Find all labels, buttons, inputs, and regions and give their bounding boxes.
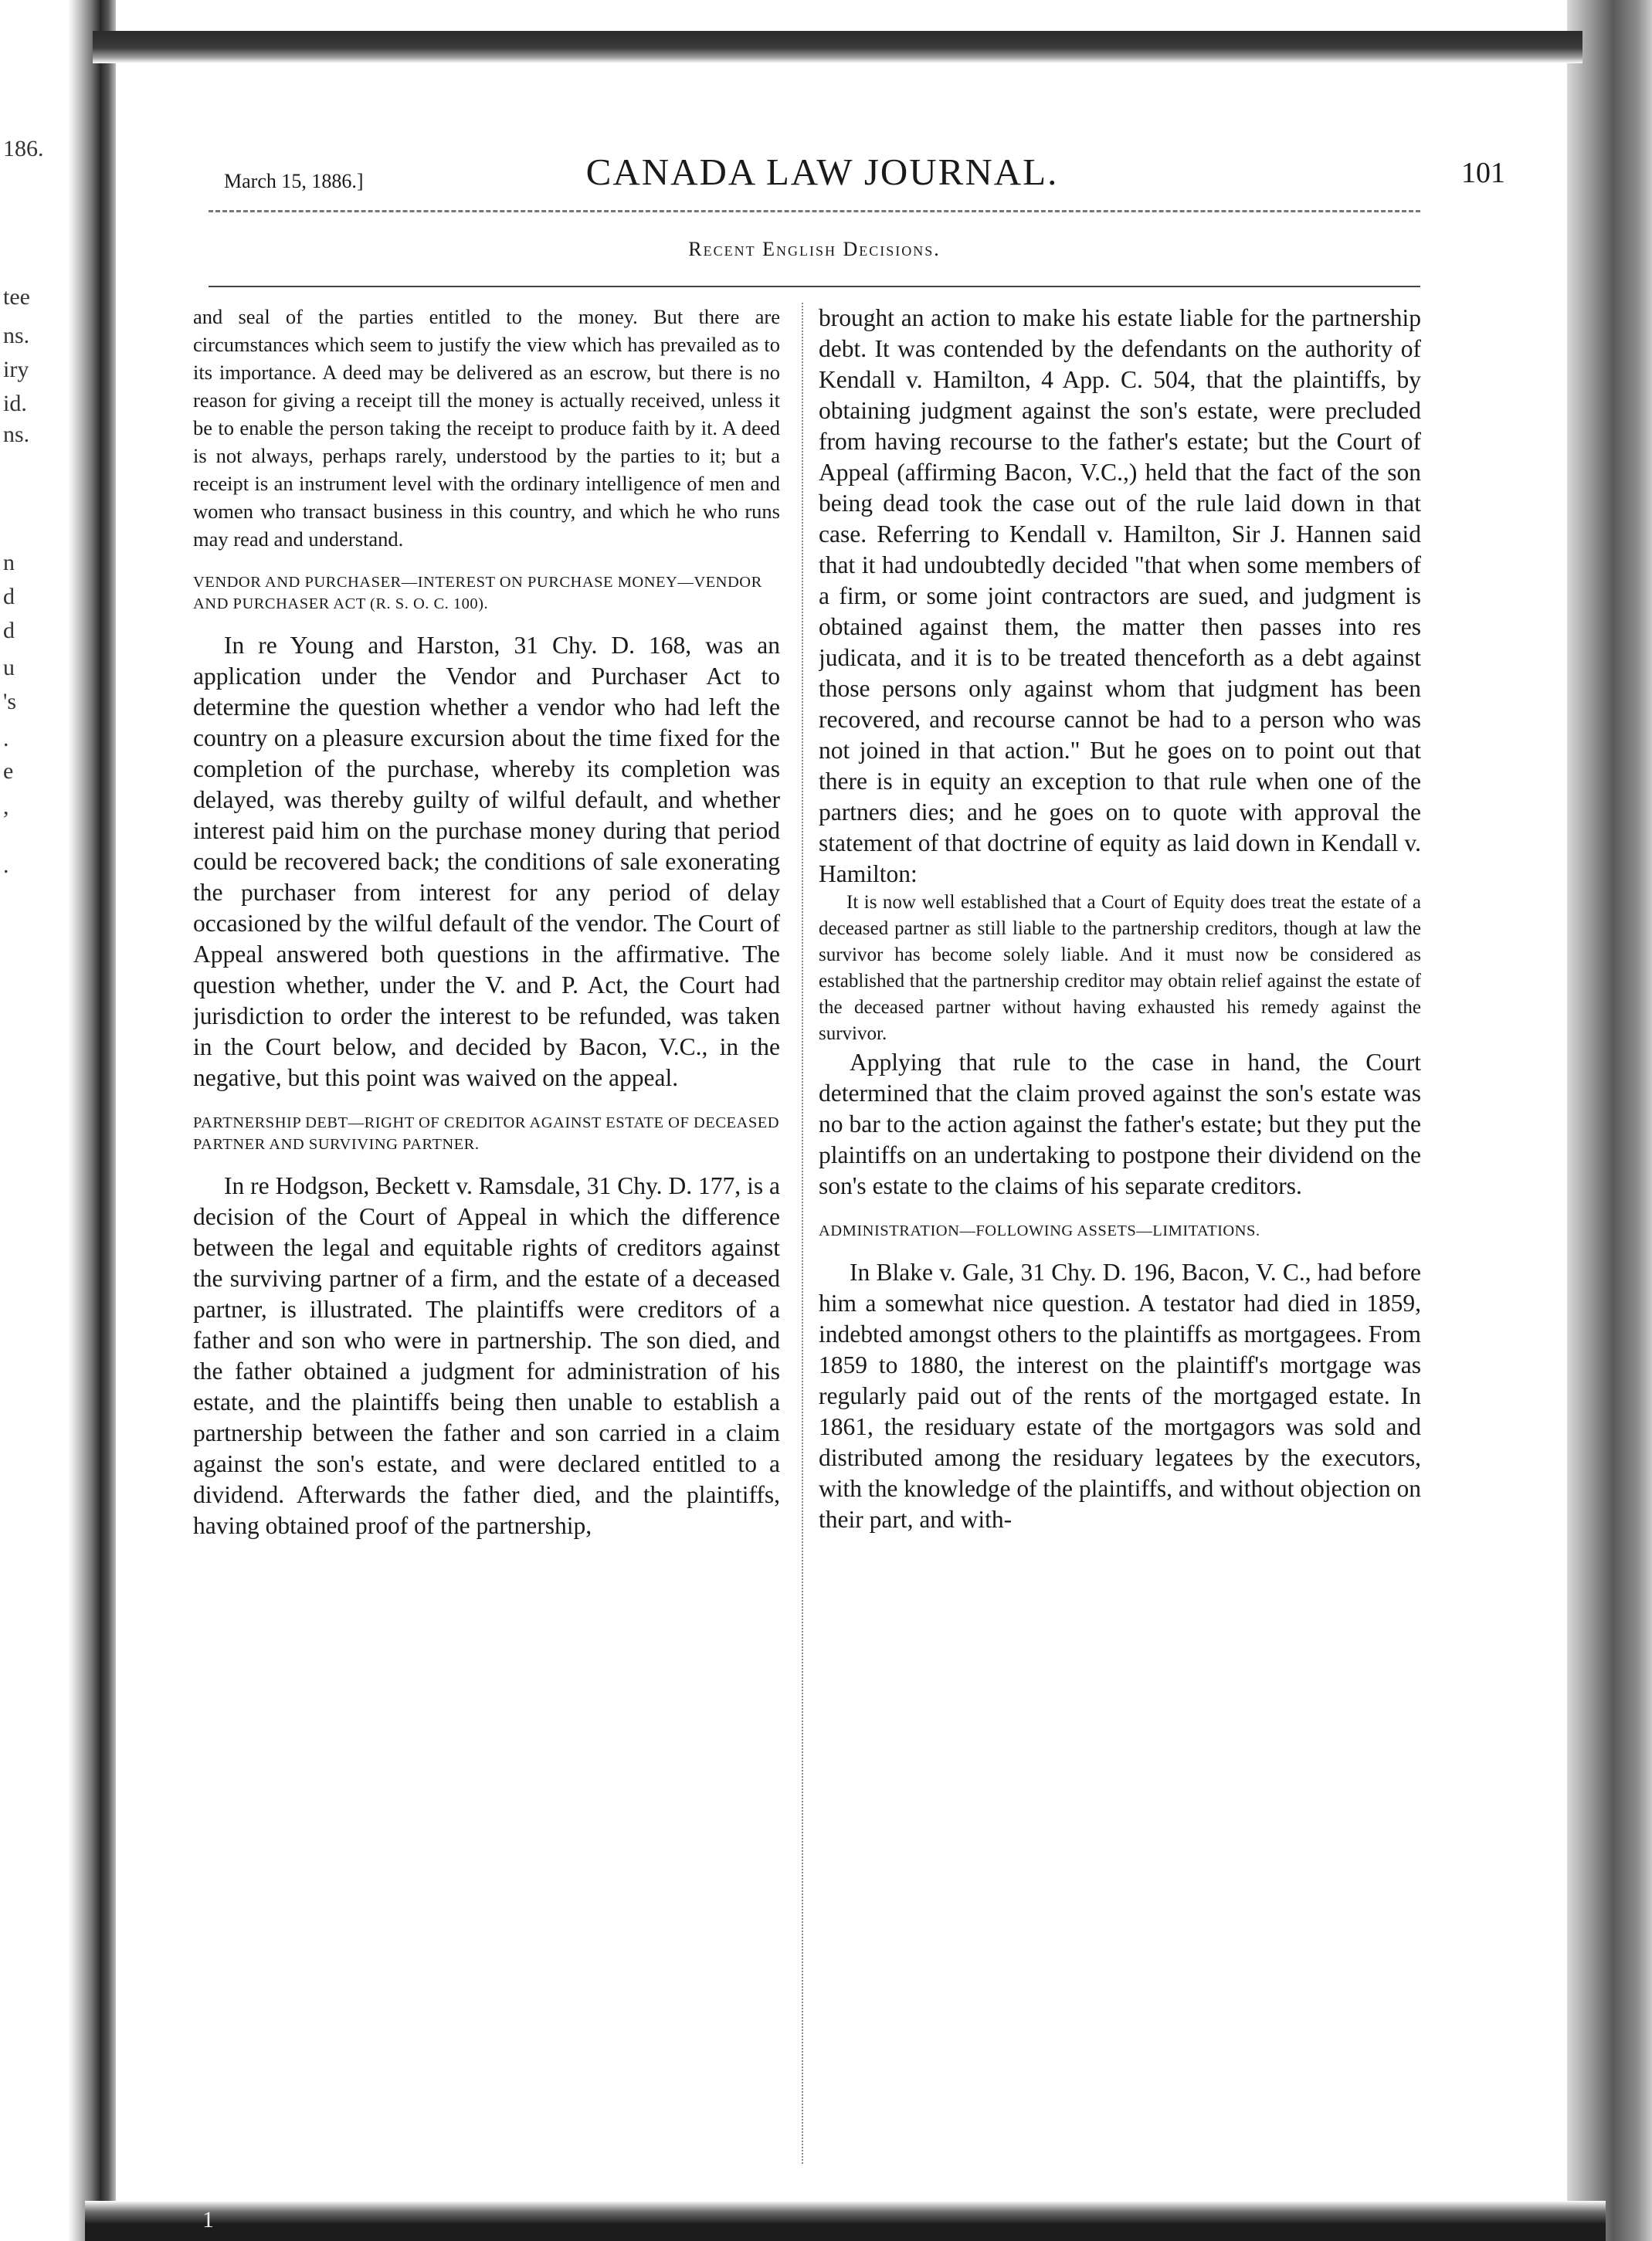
right-page-edge-shadow [1567, 0, 1652, 2241]
section-heading-vendor-purchaser: VENDOR AND PURCHASER—INTEREST ON PURCHASE MONEY—VENDOR AND PURCHASER ACT (R. S. O. C. 100). [193, 574, 762, 612]
running-header [224, 144, 1505, 198]
edge-fragment: tee [3, 284, 30, 310]
paragraph-blake-gale: In Blake v. Gale, 31 Chy. D. 196, Bacon, V. C., had before him a somewhat nice question. A testator had died in 1859, indebted amongst others to the plaintiffs as mortgagees. From 1859 to 1880, the interest on the plaintiff's mortgage was regularly paid out of the rents of the mortgaged estate. In 1861, the residuary estate of the mortgagors was sold and distributed among the residuary legatees by the executors, with the knowledge of the plaintiffs, and without objection on their part, and with- [819, 1259, 1421, 1533]
bottom-page-edge [85, 2201, 1606, 2241]
edge-fragment: , [3, 794, 9, 819]
edge-fragment: . [3, 726, 9, 751]
edge-fragment: . [3, 853, 9, 878]
footer-mark: 1 [202, 2207, 214, 2233]
edge-fragment: iry [3, 357, 29, 382]
paragraph-continuation: brought an action to make his estate liable for the partnership debt. It was contended by the defendants on the authority of Kendall v. Hamilton, 4 App. C. 504, that the plaintiffs, by obtaining judgment against the son's estate, were precluded from having recourse to the father's estate; but the Court of Appeal (affirming Bacon, V.C.,) held that the fact of the son being dead took the case out of the rule laid down in that case. Referring to Kendall v. Hamilton, Sir J. Hannen said that it had undoubtedly decided "that when some members of a firm, or some joint contractors are sued, and judgment is obtained against them, the matter then passes into res judicata, and it is to be treated thenceforth as a debt against those persons only against whom that judgment has been recovered, and recourse cannot be had to a person who was not joined in that action." But he goes on to point out that there is in equity an exception to that rule when one of the partners dies; and he goes on to quote with approval the statement of that doctrine of equity as laid down in Kendall v. Hamilton: [819, 304, 1421, 887]
section-title: Recent English Decisions. [688, 238, 941, 260]
header-rule [209, 210, 1420, 212]
column-divider [802, 303, 803, 2164]
paragraph-hodgson: In re Hodgson, Beckett v. Ramsdale, 31 Chy. D. 177, is a decision of the Court of Appeal in which the difference between the legal and equitable rights of creditors against the surviving partner of a firm, and the estate of a deceased partner, is illustrated. The plaintiffs were creditors of a father and son who were in partnership. The son died, and the father obtained a judgment for administration of his estate, and the plaintiffs being then unable to establish a partnership between the father and son carried in a claim against the son's estate, and were declared entitled to a dividend. Afterwards the father died, and the plaintiffs, having obtained proof of the partnership, [193, 1172, 780, 1539]
edge-fragment: e [3, 758, 14, 784]
edge-fragment: id. [3, 391, 27, 416]
edge-fragment: 186. [3, 136, 44, 161]
edge-fragment: d [3, 584, 15, 609]
top-page-edge [93, 31, 1582, 63]
paragraph-young-harston: In re Young and Harston, 31 Chy. D. 168, was an application under the Vendor and Purchaser Act to determine the question whether a vendor who had left the country on a pleasure excursion about the time fixed for the completion of the purchase, whereby its completion was delayed, was thereby guilty of wilful default, and whether interest paid him on the purchase money during that period could be recovered back; the conditions of sale exonerating the purchaser from interest for any period of delay occasioned by the wilful default of the vendor. The Court of Appeal answered both questions in the affirmative. The question whether, under the V. and P. Act, the Court had jurisdiction to order the interest to be refunded, was taken in the Court below, and decided by Bacon, V.C., in the negative, but this point was waived on the appeal. [193, 632, 780, 1091]
edge-fragment: ns. [3, 422, 30, 447]
right-column [819, 303, 1421, 2171]
edge-fragment: 's [3, 689, 17, 714]
edge-fragment: d [3, 618, 15, 643]
issue-date: March 15, 1886.] [224, 170, 364, 192]
journal-title: CANADA LAW JOURNAL. [585, 151, 1059, 193]
page-number: 101 [1461, 157, 1505, 189]
intro-paragraph: and seal of the parties entitled to the money. But there are circumstances which seem to justify the view which has prevailed as to its importance. A deed may be delivered as an escrow, but there is no reason for giving a receipt till the money is actually received, unless it be to enable the person taking the receipt to produce faith by it. A deed is not always, perhaps rarely, understood by the parties to it; but a receipt is an instrument level with the ordinary intelligence of men and women who transact business in this country, and which he who runs may read and understand. [193, 305, 780, 551]
edge-fragment: u [3, 655, 15, 680]
edge-fragment: n [3, 550, 15, 575]
left-column [193, 303, 780, 2171]
edge-fragment: ns. [3, 323, 30, 348]
section-heading-administration: ADMINISTRATION—FOLLOWING ASSETS—LIMITATIONS. [819, 1222, 1260, 1239]
section-heading-partnership-debt: PARTNERSHIP DEBT—RIGHT OF CREDITOR AGAINST ESTATE OF DECEASED PARTNER AND SURVIVING PARTNER. [193, 1114, 780, 1153]
paragraph-applying-rule: Applying that rule to the case in hand, the Court determined that the claim proved against the son's estate was no bar to the action against the father's estate; but they put the plaintiffs on an undertaking to postpone their dividend on the son's estate to the claims of his separate creditors. [819, 1049, 1421, 1199]
block-quote: It is now well established that a Court of Equity does treat the estate of a deceased partner as still liable to the partnership creditors, though at law the survivor has become solely liable. And it must now be considered as established that the partnership creditor may obtain relief against the estate of the deceased partner without having exhausted his remedy against the survivor. [819, 892, 1421, 1044]
section-rule [209, 286, 1420, 287]
